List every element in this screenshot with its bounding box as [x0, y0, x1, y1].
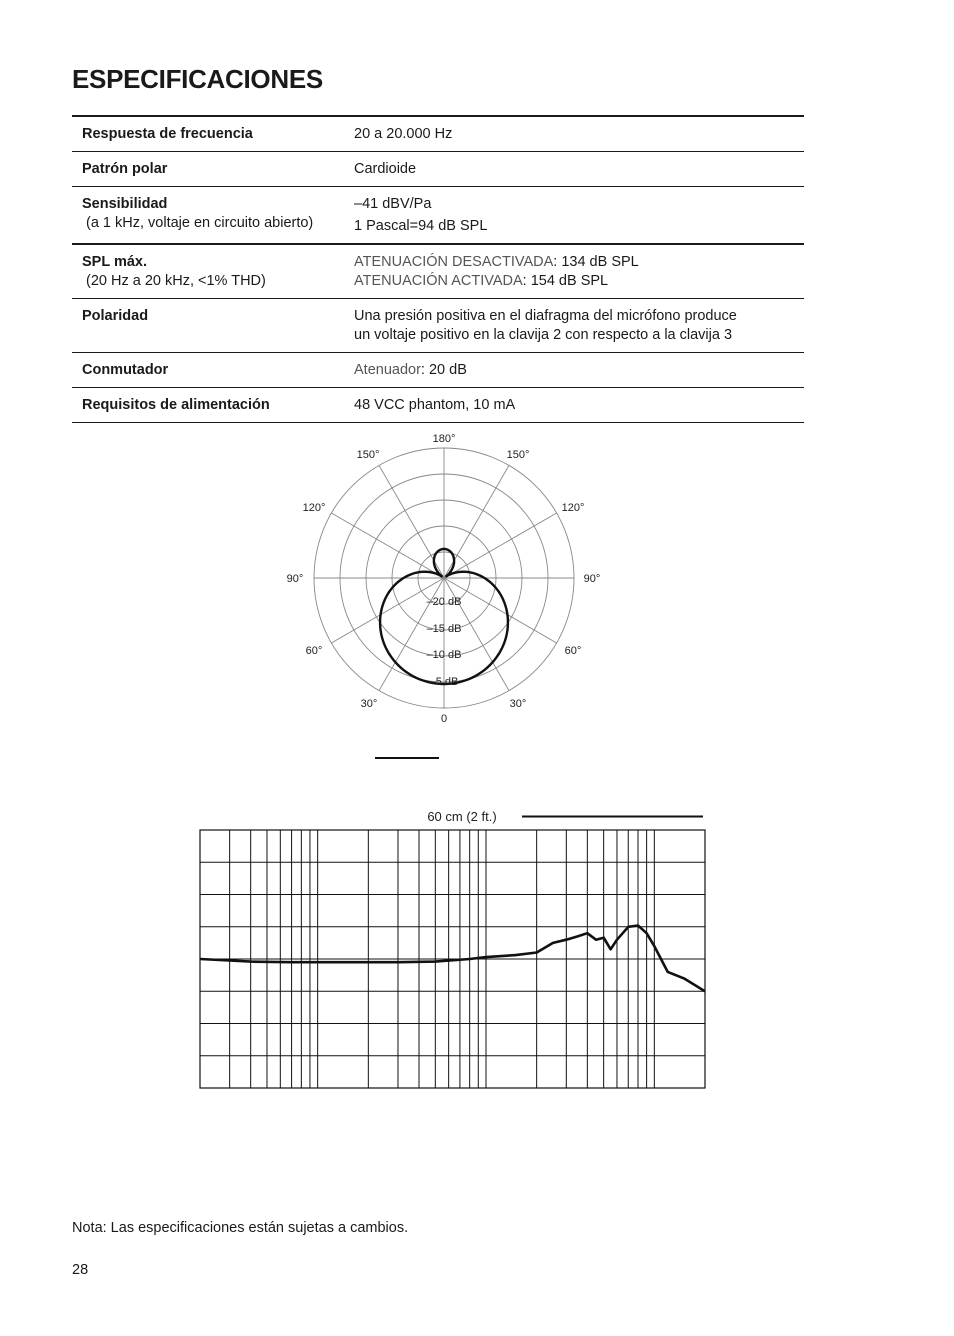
- attenuator-value: : 20 dB: [420, 362, 467, 378]
- angle-label: 60°: [305, 645, 323, 657]
- ring-label: –10 dB: [426, 649, 462, 661]
- spec-label: Conmutador: [82, 362, 169, 378]
- angle-label: 0: [440, 713, 448, 725]
- frequency-response-chart: [190, 800, 720, 1100]
- attenuation-on-label: ATENUACIÓN ACTIVADA: [354, 273, 523, 289]
- spec-value-line: [354, 361, 804, 380]
- spec-label: SPL máx.: [82, 254, 148, 270]
- page-number: 28: [72, 1262, 89, 1278]
- attenuation-on-value: : 154 dB SPL: [522, 273, 609, 289]
- spec-row-max-spl: [72, 245, 804, 299]
- spec-value: un voltaje positivo en la clavija 2 con respecto a la clavija 3: [354, 327, 733, 343]
- response-curve: [200, 926, 705, 992]
- spec-value: 48 VCC phantom, 10 mA: [354, 397, 516, 413]
- angle-label: 30°: [360, 698, 378, 710]
- angle-label: 90°: [286, 573, 304, 585]
- ring-label: –5 dB: [429, 676, 459, 688]
- angle-label: 120°: [561, 502, 585, 514]
- spec-value: 20 a 20.000 Hz: [354, 126, 453, 142]
- angle-label: 30°: [509, 698, 527, 710]
- spec-value-line: [354, 253, 804, 272]
- spec-table: [72, 115, 804, 423]
- spec-sublabel: (20 Hz a 20 kHz, <1% THD): [86, 273, 266, 289]
- attenuator-label: Atenuador: [354, 362, 421, 378]
- spec-row-polarity: [72, 299, 804, 353]
- angle-label: 150°: [356, 449, 380, 461]
- page-title: ESPECIFICACIONES: [72, 64, 323, 94]
- angle-label: 60°: [564, 645, 582, 657]
- spec-label: Respuesta de frecuencia: [82, 126, 253, 142]
- spec-row-switch: [72, 353, 804, 388]
- spec-value: –41 dBV/Pa: [354, 196, 432, 212]
- polar-spoke: [444, 513, 557, 578]
- angle-label: 90°: [583, 573, 601, 585]
- ring-label: –20 dB: [426, 596, 462, 608]
- spec-row-sensitivity: [72, 187, 804, 245]
- spec-label: Polaridad: [82, 308, 149, 324]
- spec-label: Patrón polar: [82, 161, 168, 177]
- legend-label: 60 cm (2 ft.): [427, 809, 497, 824]
- polar-pattern-diagram: [270, 426, 630, 736]
- polar-spoke: [331, 513, 444, 578]
- spec-sublabel: (a 1 kHz, voltaje en circuito abierto): [86, 215, 314, 231]
- ring-label: –15 dB: [426, 623, 462, 635]
- polar-grid: [314, 448, 574, 708]
- angle-label: 180°: [432, 433, 456, 445]
- spec-value: Una presión positiva en el diafragma del micrófono produce: [354, 308, 737, 324]
- attenuation-off-value: : 134 dB SPL: [553, 254, 639, 270]
- spec-value: 1 Pascal=94 dB SPL: [354, 218, 488, 234]
- spec-row-frequency: [72, 117, 804, 152]
- spec-note: Nota: Las especificaciones están sujetas a cambios.: [72, 1220, 409, 1236]
- angle-label: 120°: [302, 502, 326, 514]
- spec-value: Cardioide: [354, 161, 417, 177]
- spec-label: Sensibilidad: [82, 196, 168, 212]
- spec-row-power: [72, 388, 804, 423]
- spec-label: Requisitos de alimentación: [82, 397, 270, 413]
- attenuation-off-label: ATENUACIÓN DESACTIVADA: [354, 254, 554, 270]
- legend-swatch-line: [375, 757, 439, 759]
- angle-label: 150°: [506, 449, 530, 461]
- spec-value-line: [354, 272, 804, 291]
- spec-row-polar-pattern: [72, 152, 804, 187]
